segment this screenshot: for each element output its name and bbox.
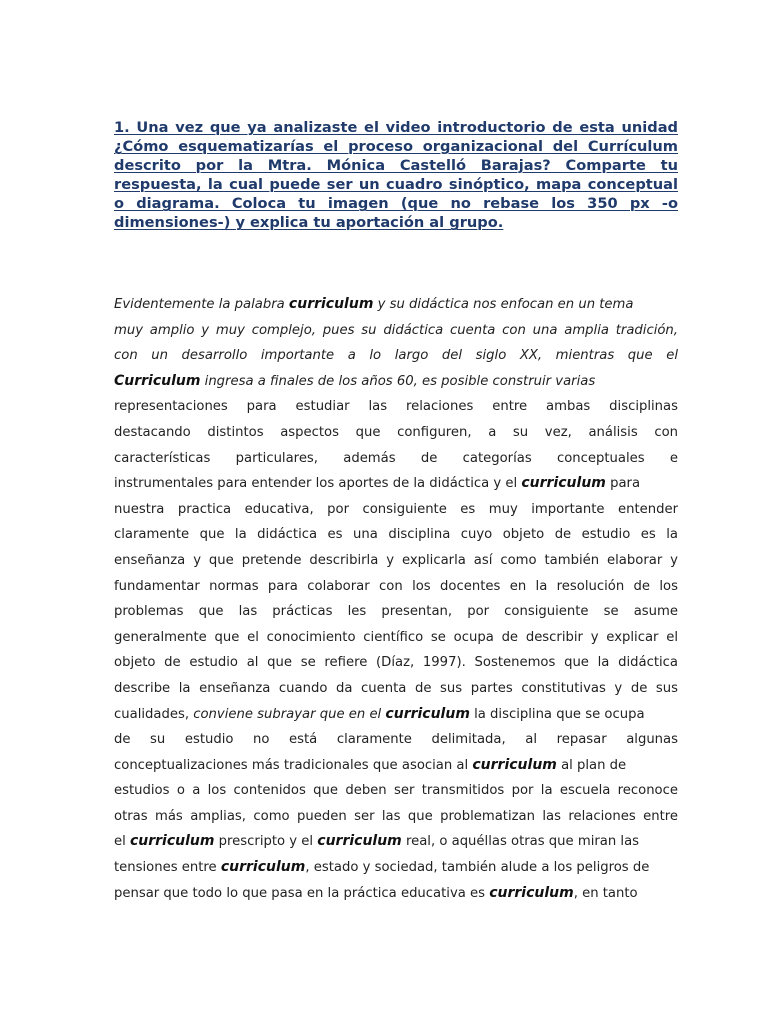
answer-line: claramente que la didáctica es una disciplina cuyo objeto de estudio es la: [114, 527, 678, 543]
keyword: curriculum: [521, 475, 606, 492]
answer-line: objeto de estudio al que se refiere (Díaz, 1997). Sostenemos que la didáctica: [114, 655, 678, 671]
question-block: [114, 118, 678, 233]
answer-line: enseñanza y que pretende describirla y explicarla así como también elaborar y: [114, 552, 678, 568]
answer-line: nuestra practica educativa, por consiguiente es muy importante entender: [114, 501, 678, 517]
keyword: curriculum: [472, 756, 557, 773]
answer-line: otras más amplias, como pueden ser las que problematizan las relaciones entre: [114, 808, 678, 824]
answer-line: conceptualizaciones más tradicionales que asocian al curriculum al plan de: [114, 756, 627, 773]
answer-paragraph: [114, 292, 678, 906]
answer-line: muy amplio y muy complejo, pues su didáctica cuenta con una amplia tradición,: [114, 322, 678, 338]
question-line: respuesta, la cual puede ser un cuadro sinóptico, mapa conceptual: [114, 176, 678, 194]
keyword: curriculum: [288, 296, 374, 312]
answer-line: tensiones entre curriculum, estado y sociedad, también alude a los peligros de: [114, 859, 650, 876]
answer-line: cualidades, conviene subrayar que en el curriculum la disciplina que se ocupa: [114, 705, 645, 722]
answer-line: destacando distintos aspectos que configuren, a su vez, análisis con: [114, 424, 678, 440]
answer-line: el curriculum prescripto y el curriculum real, o aquéllas otras que miran las: [114, 833, 640, 850]
keyword: curriculum: [317, 833, 402, 850]
answer-line: fundamentar normas para colaborar con los docentes en la resolución de los: [114, 578, 678, 594]
answer-line: características particulares, además de categorías conceptuales e: [114, 450, 678, 466]
keyword: curriculum: [220, 859, 306, 876]
keyword: curriculum: [489, 884, 574, 901]
answer-line: Curriculum ingresa a finales de los años 60, es posible construir varias: [114, 372, 596, 389]
question-heading: [114, 118, 678, 233]
keyword: curriculum: [129, 833, 215, 850]
question-line: dimensiones-) y explica tu aportación al grupo.: [114, 214, 504, 232]
answer-line: instrumentales para entender los aportes de la didáctica y el curriculum para: [114, 475, 641, 492]
answer-line: de su estudio no está claramente delimitada, al repasar algunas: [114, 732, 678, 748]
keyword: Curriculum: [114, 372, 201, 389]
answer-line: representaciones para estudiar las relaciones entre ambas disciplinas: [114, 399, 678, 415]
question-line: descrito por la Mtra. Mónica Castelló Barajas? Comparte tu: [114, 157, 678, 175]
answer-line: pensar que todo lo que pasa en la práctica educativa es curriculum, en tanto: [114, 884, 638, 901]
answer-line: problemas que las prácticas les presentan, por consiguiente se asume: [114, 604, 678, 620]
question-line: o diagrama. Coloca tu imagen (que no rebase los 350 px -o: [114, 195, 678, 213]
answer-line: describe la enseñanza cuando da cuenta de sus partes constitutivas y de sus: [114, 680, 678, 696]
answer-line: con un desarrollo importante a lo largo del siglo XX, mientras que el: [114, 348, 678, 364]
answer-line: estudios o a los contenidos que deben ser transmitidos por la escuela reconoce: [114, 783, 678, 799]
keyword: curriculum: [385, 705, 470, 722]
answer-line: Evidentemente la palabra curriculum y su didáctica nos enfocan en un tema: [114, 296, 634, 312]
answer-line: generalmente que el conocimiento científico se ocupa de describir y explicar el: [114, 629, 678, 645]
question-line: 1. Una vez que ya analizaste el video introductorio de esta unidad: [114, 119, 678, 136]
question-line: ¿Cómo esquematizarías el proceso organizacional del Currículum: [114, 138, 678, 156]
